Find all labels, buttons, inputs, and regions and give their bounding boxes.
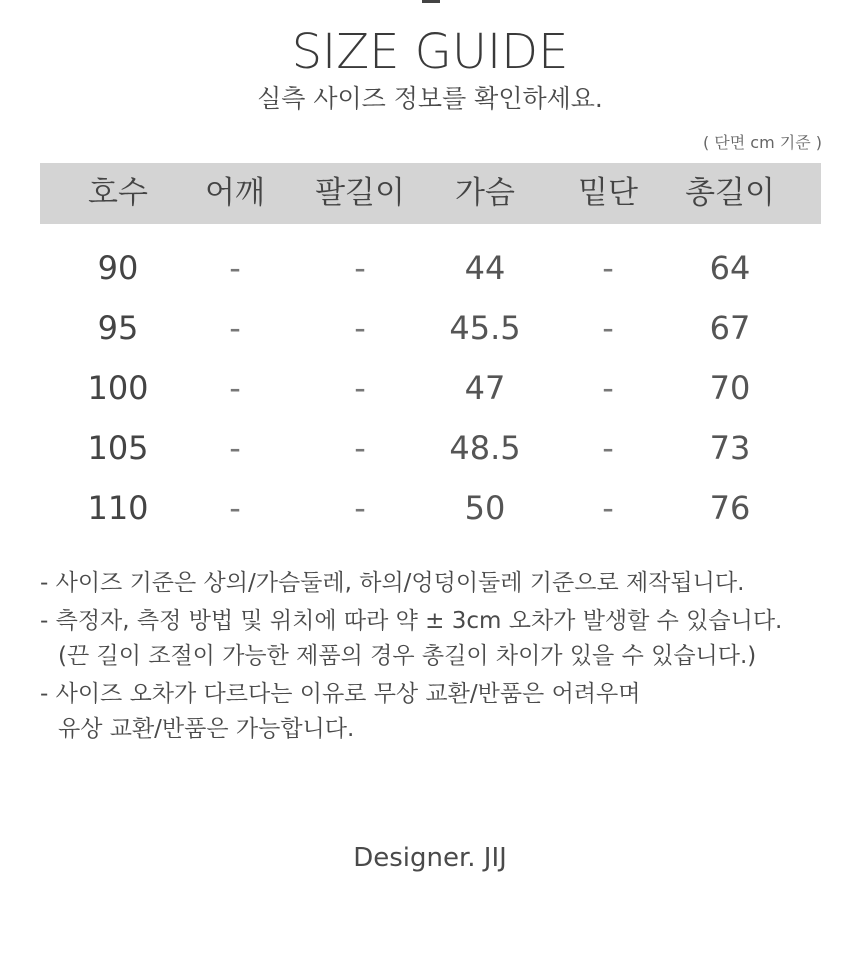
cell-size: 110 — [87, 489, 149, 527]
cell-size: 105 — [87, 429, 149, 467]
cell-hem: - — [602, 369, 614, 407]
cell-sleeve: - — [354, 489, 366, 527]
table-row — [40, 298, 821, 358]
cell-shoulder: - — [229, 249, 241, 287]
header-chest: 가슴 — [455, 175, 515, 211]
size-notes — [40, 564, 840, 748]
cell-chest: 44 — [464, 249, 506, 287]
note-strap-length: (끈 길이 조절이 가능한 제품의 경우 총길이 차이가 있을 수 있습니다.) — [58, 643, 757, 669]
size-table-body — [40, 238, 821, 538]
cell-length: 73 — [709, 429, 751, 467]
cell-sleeve: - — [354, 249, 366, 287]
table-row — [40, 478, 821, 538]
table-row — [40, 238, 821, 298]
cell-sleeve: - — [354, 429, 366, 467]
cell-shoulder: - — [229, 369, 241, 407]
note-measurement-error: - 측정자, 측정 방법 및 위치에 따라 약 ± 3cm 오차가 발생할 수 있습니다. — [40, 608, 783, 634]
cell-length: 76 — [709, 489, 751, 527]
header-length: 총길이 — [685, 175, 775, 211]
note-measurement-basis: - 사이즈 기준은 상의/가슴둘레, 하의/엉덩이둘레 기준으로 제작됩니다. — [40, 570, 745, 596]
cell-chest: 47 — [464, 369, 506, 407]
cell-shoulder: - — [229, 309, 241, 347]
page-title: SIZE GUIDE — [291, 24, 569, 80]
cell-shoulder: - — [229, 489, 241, 527]
cell-length: 70 — [709, 369, 751, 407]
designer-credit: Designer. JIJ — [353, 843, 507, 873]
cell-size: 95 — [97, 309, 139, 347]
unit-note: ( 단면 cm 기준 ) — [702, 133, 822, 152]
note-paid-exchange: 유상 교환/반품은 가능합니다. — [58, 716, 355, 742]
page-subtitle: 실측 사이즈 정보를 확인하세요. — [257, 84, 603, 113]
cell-sleeve: - — [354, 309, 366, 347]
cell-chest: 48.5 — [449, 429, 521, 467]
cell-length: 64 — [709, 249, 751, 287]
cell-hem: - — [602, 489, 614, 527]
header-hem: 밑단 — [578, 175, 638, 211]
size-table-header — [40, 163, 821, 224]
header-size: 호수 — [88, 175, 148, 211]
table-row — [40, 418, 821, 478]
top-divider-mark — [422, 0, 440, 3]
header-sleeve: 팔길이 — [315, 175, 405, 211]
cell-shoulder: - — [229, 429, 241, 467]
cell-length: 67 — [709, 309, 751, 347]
cell-hem: - — [602, 249, 614, 287]
cell-chest: 50 — [464, 489, 506, 527]
cell-hem: - — [602, 429, 614, 467]
header-shoulder: 어깨 — [205, 175, 265, 211]
cell-size: 90 — [97, 249, 139, 287]
cell-chest: 45.5 — [449, 309, 521, 347]
cell-hem: - — [602, 309, 614, 347]
note-exchange-policy: - 사이즈 오차가 다르다는 이유로 무상 교환/반품은 어려우며 — [40, 681, 641, 707]
cell-sleeve: - — [354, 369, 366, 407]
cell-size: 100 — [87, 369, 149, 407]
table-row — [40, 358, 821, 418]
